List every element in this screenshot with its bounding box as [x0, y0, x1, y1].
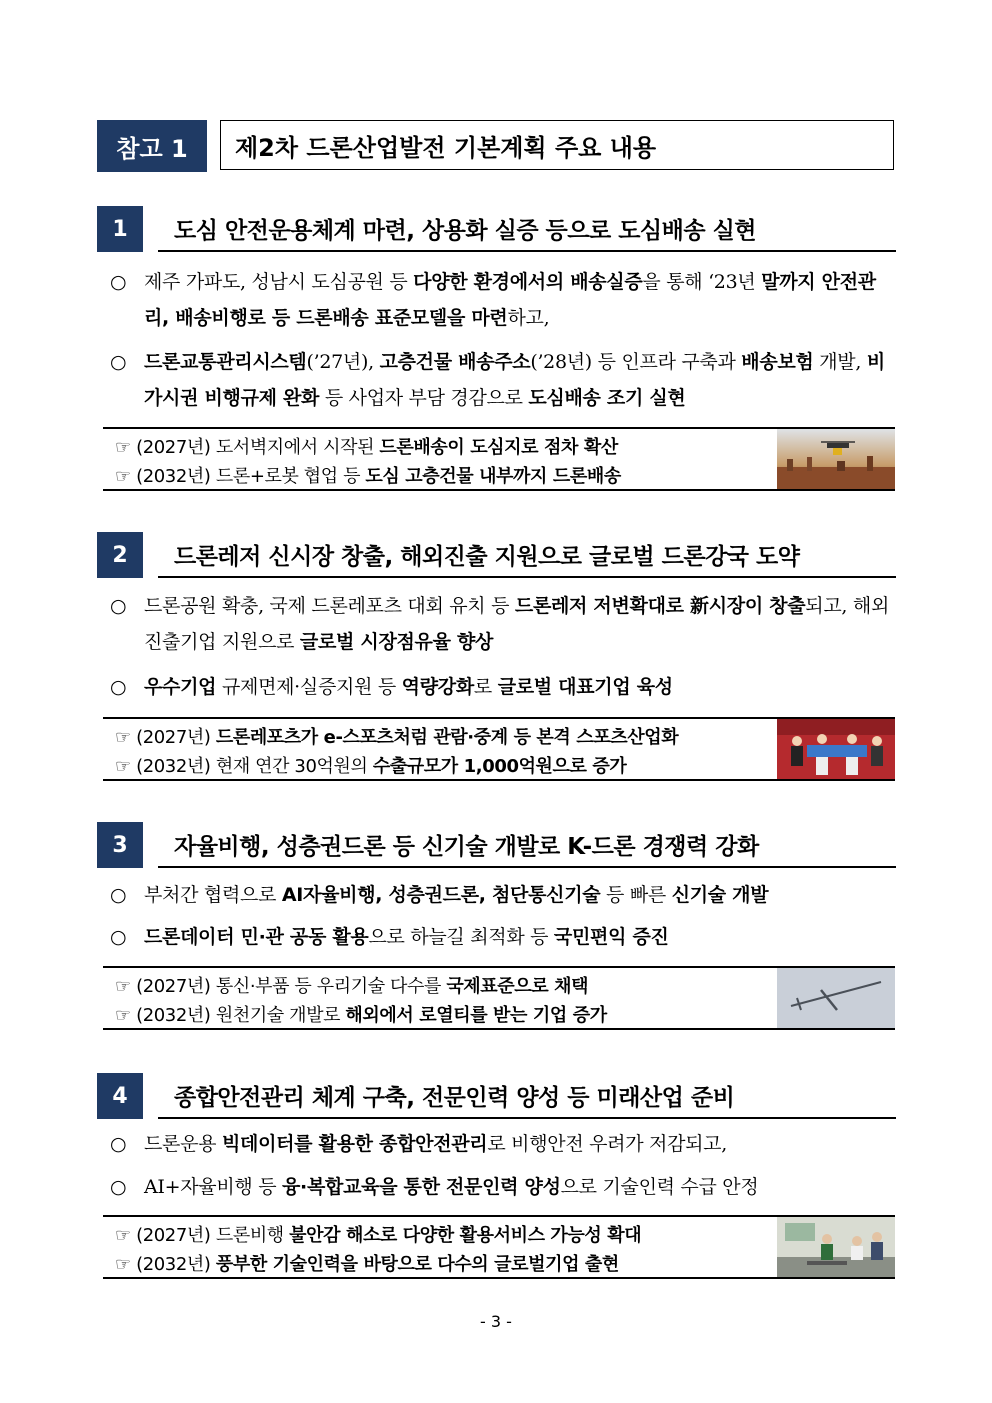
outlook-2027: ☞ (2027년) 드론레포츠가 e-스포츠처럼 관람·중계 등 본격 스포츠산업화	[115, 727, 679, 748]
section-4-outlook-box	[103, 1215, 895, 1279]
bullet-mark: ○	[110, 884, 127, 906]
drone-team-photo	[777, 719, 895, 779]
outlook-2027: ☞ (2027년) 드론비행 불안감 해소로 다양한 활용서비스 가능성 확대	[115, 1225, 642, 1246]
bullet-mark: ○	[110, 926, 127, 948]
outlook-2027: ☞ (2027년) 통신·부품 등 우리기술 다수를 국제표준으로 채택	[115, 976, 589, 997]
bullet-mark: ○	[110, 271, 127, 293]
stratospheric-drone-photo	[777, 968, 895, 1028]
section-3-outlook-box	[103, 966, 895, 1030]
section-1-title: 도심 안전운용체계 마련, 상용화 실증 등으로 도심배송 실현	[158, 206, 896, 252]
section-1-number: 1	[97, 206, 143, 252]
outlook-2032: ☞ (2032년) 원천기술 개발로 해외에서 로열티를 받는 기업 증가	[115, 1005, 607, 1026]
section-2-bullet-1: ○ 드론공원 확충, 국제 드론레포츠 대회 유치 등 드론레저 저변확대로 新시장이 창출되고, 해외 진출기업 지원으로 글로벌 시장점유율 향상	[110, 588, 896, 660]
reference-label: 참고 1	[97, 120, 207, 172]
section-1-bullet-1: ○ 제주 가파도, 성남시 도심공원 등 다양한 환경에서의 배송실증을 통해 ‘23년 말까지 안전관리, 배송비행로 등 드론배송 표준모델을 마련하고,	[110, 264, 896, 336]
page-number: - 3 -	[480, 1312, 512, 1331]
section-2-number: 2	[97, 532, 143, 578]
bullet-mark: ○	[110, 676, 127, 698]
section-3-number: 3	[97, 822, 143, 868]
section-3-bullet-2: ○ 드론데이터 민·관 공동 활용으로 하늘길 최적화 등 국민편익 증진	[110, 919, 896, 955]
outlook-2027: ☞ (2027년) 도서벽지에서 시작된 드론배송이 도심지로 점차 확산	[115, 437, 618, 458]
section-4-bullet-1: ○ 드론운용 빅데이터를 활용한 종합안전관리로 비행안전 우려가 저감되고,	[110, 1126, 896, 1162]
section-3-bullet-1: ○ 부처간 협력으로 AI자율비행, 성층권드론, 첨단통신기술 등 빠른 신기술 개발	[110, 877, 896, 913]
drone-education-photo	[777, 1217, 895, 1277]
delivery-drone-city-photo	[777, 429, 895, 489]
section-2-bullet-2: ○ 우수기업 규제면제·실증지원 등 역량강화로 글로벌 대표기업 육성	[110, 669, 896, 705]
section-1-outlook-box	[103, 427, 895, 491]
bullet-mark: ○	[110, 595, 127, 617]
document-title: 제2차 드론산업발전 기본계획 주요 내용	[220, 120, 894, 170]
section-4-bullet-2: ○ AI+자율비행 등 융·복합교육을 통한 전문인력 양성으로 기술인력 수급 안정	[110, 1169, 896, 1205]
outlook-2032: ☞ (2032년) 드론+로봇 협업 등 도심 고층건물 내부까지 드론배송	[115, 466, 621, 487]
bullet-mark: ○	[110, 1133, 127, 1155]
outlook-2032: ☞ (2032년) 풍부한 기술인력을 바탕으로 다수의 글로벌기업 출현	[115, 1254, 619, 1275]
section-4-title: 종합안전관리 체계 구축, 전문인력 양성 등 미래산업 준비	[158, 1073, 896, 1119]
section-2-title: 드론레저 신시장 창출, 해외진출 지원으로 글로벌 드론강국 도약	[158, 532, 896, 578]
section-2-outlook-box	[103, 717, 895, 781]
bullet-mark: ○	[110, 351, 127, 373]
section-3-title: 자율비행, 성층권드론 등 신기술 개발로 K-드론 경쟁력 강화	[158, 822, 896, 868]
section-1-bullet-2: ○ 드론교통관리시스템(’27년), 고층건물 배송주소(’28년) 등 인프라 구축과 배송보험 개발, 비가시권 비행규제 완화 등 사업자 부담 경감으로 도심배송 조기 실현	[110, 344, 896, 416]
outlook-2032: ☞ (2032년) 현재 연간 30억원의 수출규모가 1,000억원으로 증가	[115, 756, 627, 777]
section-4-number: 4	[97, 1073, 143, 1119]
bullet-mark: ○	[110, 1176, 127, 1198]
